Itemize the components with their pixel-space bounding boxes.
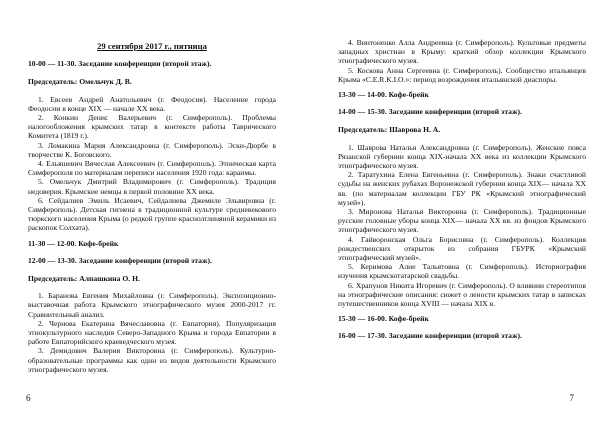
session-time-slot: 13-30 — 14-00. Кофе-брейк [338, 90, 429, 100]
talk-entry: 3. Демидович Валерия Викторовна (г. Симферополь). Культурно-образовательные программы как один из видов деятельности Крымского этнографического музея. [28, 346, 276, 374]
date-heading: 29 сентября 2017 г., пятница [97, 41, 207, 51]
talk-entry: 4. Гайворонская Ольга Борисовна (г. Симферополь). Коллекция рождественских открыток из собрания ГБУРК «Крымский этнографический музей». [338, 234, 586, 263]
talk-entry: 3. Ломакина Мария Александровна (г. Симферополь). Эски-Дюрбе в творчестве К. Боговского. [28, 140, 276, 159]
right-page [300, 0, 600, 425]
talk-entry: 5. Омельчук Дмитрий Владимирович (г. Симферополь). Традиция недоверия. Крымские немцы в первой половине XX века. [28, 177, 276, 196]
talk-entry: 2. Чернова Екатерина Вячеславовна (г. Евпатория). Популяризация этнокультурного наследия Северо-Западного Крыма и города Евпатории в работе Евпаторийского краеведческого музея. [28, 318, 276, 347]
talk-entry: 1. Баранова Евгения Михайловна (г. Симферополь). Экспозиционно-выставочная работа Крымского этнографического музея 2000-2017 гг. Сравнительный анализ. [28, 291, 276, 319]
talk-entry: 5. Коскова Анна Сергеевна (г. Симферополь). Сообщество итальянцев Крыма «C.E.R.K.I.O.»: период возрождения итальянской диаспоры. [338, 65, 586, 84]
talk-entry: 1. Евсеев Андрей Анатольевич (г. Феодосия). Население города Феодосии в конце XIX — начале XX века. [28, 94, 276, 113]
session-time-slot: 10-00 — 11-30. Заседание конференции (второй этаж). [28, 59, 212, 69]
talk-entry: 6. Храпунов Никита Игоревич (г. Симферополь). О влиянии стереотипов на этнографические описания: сюжет о лености крымских татар в записках путешественников конца XVIII — начала XIX в. [338, 280, 586, 309]
talk-entry: 1. Шаврова Наталья Александровна (г. Симферополь). Женские пояса Рязанской губернии конца XIX-начала XX века из коллекции Крымского этнографического музея. [338, 142, 586, 171]
session-time-slot: 15-30 — 16-00. Кофе-брейк [338, 314, 429, 324]
talk-entry: 4. Ельяшевич Вячеслав Алексеевич (г. Симферополь). Этническая карта Симферополя по материалам переписи населения 1920 года: караимы. [28, 159, 276, 178]
right-column [338, 38, 586, 349]
left-column [28, 42, 276, 374]
page-number-right: 7 [569, 393, 574, 403]
session-time-slot: 14-00 — 15-30. Заседание конференции (второй этаж). [338, 107, 522, 117]
talk-entry: 4. Винтоненко Алла Андреевна (г. Симферополь). Культовые предметы западных христиан в Крыму: краткий обзор коллекции Крымского этнографического музея. [338, 38, 586, 66]
talk-entry: 2. Конкин Денис Валерьевич (г. Симферополь). Проблемы налогообложения крымских татар в контексте работы Таврического Комитета (1819 г.). [28, 113, 276, 141]
session-time-slot: 12-00 — 13-30. Заседание конференции (второй этаж). [28, 255, 212, 265]
session-time-slot: 16-00 — 17-30. Заседание конференции (второй этаж). [338, 331, 522, 341]
session-chair: Председатель: Алпашкина О. Н. [28, 274, 140, 284]
talk-entry: 5. Керимова Алие Тальятовна (г. Симферополь). Историография изучения крымскотатарской свадьбы. [338, 262, 586, 281]
session-chair: Председатель: Шаврова Н. А. [338, 125, 441, 135]
talk-entry: 2. Таратухина Елена Евгеньевна (г. Симферополь). Знаки счастливой судьбы на женских рубахах Воронежской губернии конца XIX— начала XX вв. (по материалам коллекции ГБУ РК «Крымский этнографический музей»). [338, 170, 586, 207]
talk-entry: 3. Миронова Наталья Викторовна (г. Симферополь). Традиционные русские головные уборы конца XIX— начала XX вв. из фондов Крымского этнографического музея. [338, 207, 586, 235]
session-time-slot: 11-30 — 12-00. Кофе-брейк [28, 238, 119, 248]
session-chair: Председатель: Омельчук Д. В. [28, 77, 132, 87]
page-number-left: 6 [26, 393, 31, 403]
talk-entry: 6. Сейдалиев Эмиль Исаевич, Сейдалиева Джемиле Эльвировна (г. Симферополь). Детская гигиена в традиционной культуре средневекового тюркского населения Крыма (о редкой группе краснолглиняной керамики из раскопок Солхата). [28, 195, 276, 233]
